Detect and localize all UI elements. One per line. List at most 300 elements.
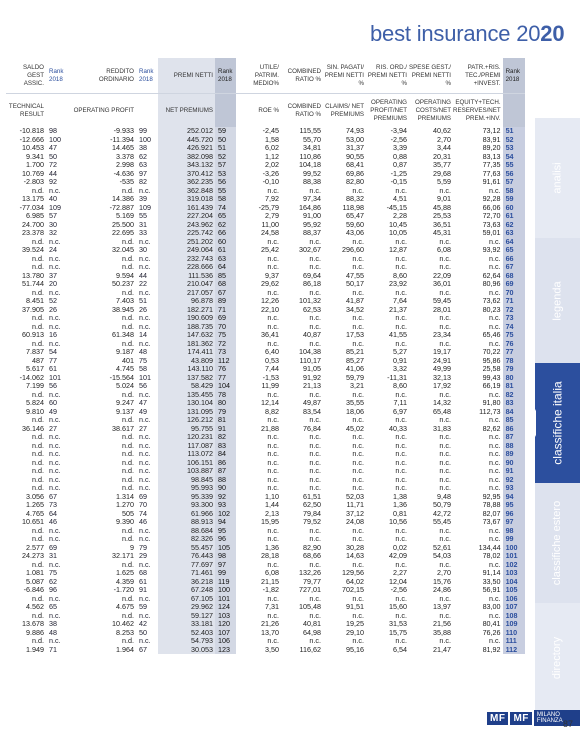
cell-rank-technical: 38 <box>49 620 57 628</box>
cell-combined-ratio: 86,18 <box>303 280 321 288</box>
cell-final-rank: 72 <box>503 306 525 315</box>
cell-operating-profit: 4.745 <box>116 365 134 373</box>
cell-roe: n.c. <box>267 526 279 535</box>
cell-equity-reserves-ratio: 33,50 <box>482 577 501 586</box>
cell-operating-costs-ratio: n.c. <box>439 416 451 424</box>
cell-final-rank: 82 <box>503 391 525 400</box>
cell-rank-operating: n.c. <box>139 450 151 458</box>
cell-rank-operating: 91 <box>139 586 147 594</box>
cell-claims-ratio: n.c. <box>352 594 364 603</box>
cell-final-rank: 81 <box>503 382 525 391</box>
header-row-top <box>6 58 525 94</box>
cell-equity-reserves-ratio: 72,70 <box>482 212 501 220</box>
cell-operating-profit: 1.270 <box>116 501 134 509</box>
cell-equity-reserves-ratio: n.c. <box>488 637 501 645</box>
cell-rank-premiums: 104 <box>215 382 236 391</box>
cell-net-premiums: 103.887 <box>158 467 215 476</box>
cell-net-premiums: 54.793 <box>158 637 215 646</box>
table-row <box>6 374 525 383</box>
cell-final-rank: 89 <box>503 450 525 459</box>
cell-operating-profit: 5.169 <box>116 212 134 220</box>
cell-combined-ratio: n.c. <box>309 611 321 620</box>
header-operating-profit: OPERATING PROFIT <box>70 94 136 128</box>
cell-equity-reserves-ratio: n.c. <box>488 450 501 458</box>
cell-operating-profit: 3.378 <box>116 152 134 161</box>
cell-rank-technical: 48 <box>49 628 57 637</box>
cell-roe: n.c. <box>267 467 279 475</box>
cell-final-rank: 111 <box>503 637 525 646</box>
cell-claims-ratio: n.c. <box>352 254 364 263</box>
table-row <box>6 170 525 179</box>
cell-combined-ratio: 55,70 <box>303 135 321 144</box>
cell-rank-technical: n.c. <box>49 526 61 535</box>
cell-roe: n.c. <box>267 416 279 424</box>
cell-combined-ratio: n.c. <box>309 254 321 263</box>
cell-technical-result: 5.087 <box>26 577 44 586</box>
cell-final-rank: 66 <box>503 255 525 264</box>
cell-technical-result: n.d. <box>32 484 44 492</box>
cell-operating-profit: n.d. <box>122 611 134 620</box>
cell-rank-technical: n.c. <box>49 263 61 271</box>
cell-combined-ratio: 76,84 <box>303 424 321 433</box>
table-row <box>6 442 525 451</box>
cell-combined-ratio: 110,17 <box>299 356 321 365</box>
cell-roe: 11,99 <box>261 382 279 390</box>
cell-technical-result: 36.146 <box>22 424 44 433</box>
cell-rank-premiums: 71 <box>215 306 236 315</box>
cell-final-rank: 94 <box>503 493 525 502</box>
cell-technical-result: n.d. <box>32 390 44 399</box>
header-rank-premiums: Rank 2018 <box>215 58 236 94</box>
cell-roe: 9,37 <box>265 271 279 280</box>
cell-claims-ratio: 53,00 <box>346 135 364 144</box>
cell-operating-costs-ratio: 65,48 <box>433 407 451 416</box>
cell-operating-profit: n.d. <box>122 458 134 467</box>
cell-roe: 11,00 <box>261 220 279 229</box>
header-combined-ratio: COMBINED RATIO % <box>287 67 321 83</box>
cell-final-rank: 83 <box>503 399 525 408</box>
cell-operating-profit: n.d. <box>122 288 134 297</box>
cell-rank-premiums: 89 <box>215 297 236 306</box>
cell-rank-premiums: 90 <box>215 484 236 493</box>
cell-rank-technical: 40 <box>49 195 57 203</box>
cell-technical-result: 9.886 <box>26 628 44 637</box>
cell-technical-result: 37.905 <box>22 305 44 314</box>
cell-rank-technical: 27 <box>49 424 57 433</box>
cell-roe: 29,62 <box>261 280 279 288</box>
cell-claims-ratio: 50,17 <box>346 280 364 288</box>
cell-final-rank: 55 <box>503 161 525 170</box>
cell-final-rank: 95 <box>503 501 525 510</box>
cell-rank-premiums: 97 <box>215 561 236 570</box>
tab-classifiche-italia[interactable]: classifiche italia <box>535 363 580 483</box>
cell-operating-profit-ratio: n.c. <box>395 484 407 492</box>
cell-rank-technical: 37 <box>49 271 57 280</box>
cell-rank-technical: 60 <box>49 399 57 407</box>
cell-combined-ratio: 302,67 <box>299 246 321 254</box>
page-title: best insurance 2020 <box>370 21 565 46</box>
cell-net-premiums: 445.720 <box>158 136 215 145</box>
table-row <box>6 136 525 145</box>
cell-claims-ratio: 85,21 <box>346 348 364 356</box>
cell-final-rank: 76 <box>503 340 525 349</box>
cell-rank-premiums: 56 <box>215 178 236 187</box>
cell-operating-profit-ratio: 0,02 <box>393 543 407 552</box>
cell-operating-profit-ratio: n.c. <box>395 535 407 543</box>
cell-rank-premiums: 63 <box>215 255 236 264</box>
cell-rank-operating: 39 <box>139 195 147 203</box>
cell-final-rank: 54 <box>503 153 525 162</box>
cell-roe: n.c. <box>267 560 279 569</box>
cell-net-premiums: 147.632 <box>158 331 215 340</box>
cell-technical-result: n.d. <box>32 594 44 603</box>
table-row <box>6 391 525 400</box>
cell-net-premiums: 251.202 <box>158 238 215 247</box>
cell-net-premiums: 120.231 <box>158 433 215 442</box>
cell-claims-ratio: 30,28 <box>346 543 364 552</box>
cell-claims-ratio: 59,79 <box>346 373 364 382</box>
cell-operating-costs-ratio: 50,79 <box>433 501 451 509</box>
cell-combined-ratio: 132,26 <box>299 569 321 577</box>
table-row <box>6 459 525 468</box>
cell-rank-technical: 77 <box>49 356 57 365</box>
cell-rank-premiums: 74 <box>215 204 236 213</box>
cell-operating-costs-ratio: 35,77 <box>433 161 451 169</box>
cell-rank-premiums: 70 <box>215 323 236 332</box>
cell-rank-premiums: 68 <box>215 280 236 289</box>
cell-equity-reserves-ratio: n.c. <box>488 263 501 271</box>
cell-claims-ratio: 91,51 <box>346 603 364 611</box>
cell-claims-ratio: n.c. <box>352 450 364 458</box>
cell-operating-costs-ratio: n.c. <box>439 560 451 569</box>
cell-technical-result: n.d. <box>32 433 44 441</box>
cell-rank-technical: 46 <box>49 518 57 526</box>
cell-rank-technical: 56 <box>49 382 57 390</box>
cell-roe: 25,42 <box>261 246 279 254</box>
cell-operating-costs-ratio: 15,76 <box>433 577 451 586</box>
cell-operating-profit: n.d. <box>122 416 134 424</box>
cell-claims-ratio: 129,56 <box>342 569 364 577</box>
cell-operating-profit-ratio: 0,91 <box>393 356 407 365</box>
cell-technical-result: 4.765 <box>26 509 44 518</box>
cell-combined-ratio: 21,13 <box>303 382 321 390</box>
tab-classifiche-estero[interactable]: classifiche estero <box>535 483 580 603</box>
cell-claims-ratio: n.c. <box>352 458 364 467</box>
cell-operating-profit: 14.386 <box>112 195 134 203</box>
cell-rank-technical: 57 <box>49 212 57 220</box>
cell-operating-profit-ratio: 10,56 <box>389 518 407 526</box>
cell-final-rank: 62 <box>503 221 525 230</box>
cell-rank-premiums: 99 <box>215 569 236 578</box>
table-row <box>6 246 525 255</box>
cell-rank-operating: 29 <box>139 552 147 560</box>
cell-rank-operating: 27 <box>139 424 147 433</box>
cell-combined-ratio: 79,77 <box>303 577 321 586</box>
cell-technical-result: -77.034 <box>19 203 44 212</box>
cell-rank-premiums: 72 <box>215 340 236 349</box>
cell-rank-operating: n.c. <box>139 467 151 475</box>
cell-operating-costs-ratio: n.c. <box>439 637 451 645</box>
cell-operating-profit: n.d. <box>122 475 134 484</box>
table-row <box>6 637 525 646</box>
cell-equity-reserves-ratio: n.c. <box>488 484 501 492</box>
cell-equity-reserves-ratio: 112,73 <box>479 407 501 416</box>
cell-final-rank: 61 <box>503 212 525 221</box>
cell-claims-ratio: 19,25 <box>346 620 364 628</box>
cell-operating-profit-ratio: n.c. <box>395 611 407 620</box>
cell-final-rank: 112 <box>503 646 525 655</box>
cell-operating-profit: n.d. <box>122 390 134 399</box>
cell-rank-premiums: 51 <box>215 144 236 153</box>
cell-rank-operating: n.c. <box>139 237 151 246</box>
cell-operating-profit-ratio: n.c. <box>395 186 407 195</box>
cell-rank-technical: n.c. <box>49 611 61 620</box>
cell-final-rank: 75 <box>503 331 525 340</box>
cell-net-premiums: 88.913 <box>158 518 215 527</box>
cell-rank-technical: 52 <box>49 297 57 305</box>
cell-operating-profit-ratio: 8,60 <box>393 382 407 390</box>
cell-final-rank: 57 <box>503 178 525 187</box>
cell-technical-result: 6.985 <box>26 212 44 220</box>
table-row <box>6 144 525 153</box>
cell-operating-profit-ratio: n.c. <box>395 390 407 399</box>
cell-claims-ratio: n.c. <box>352 390 364 399</box>
table-row <box>6 544 525 553</box>
cell-operating-profit-ratio: -45,15 <box>386 203 407 212</box>
cell-final-rank: 71 <box>503 297 525 306</box>
header-technical-result: TECHNICAL RESULT <box>6 94 46 128</box>
cell-net-premiums: 135.455 <box>158 391 215 400</box>
cell-combined-ratio: 727,01 <box>299 586 321 594</box>
cell-operating-costs-ratio: 35,88 <box>433 628 451 637</box>
cell-net-premiums: 77.697 <box>158 561 215 570</box>
cell-rank-operating: n.c. <box>139 535 151 543</box>
cell-operating-profit-ratio: 7,11 <box>393 399 407 407</box>
cell-roe: 2,02 <box>265 161 279 169</box>
cell-roe: 15,95 <box>261 518 279 526</box>
ranking-table <box>6 58 525 654</box>
cell-roe: n.c. <box>267 475 279 484</box>
cell-operating-profit-ratio: 42,09 <box>389 552 407 560</box>
cell-combined-ratio: n.c. <box>309 433 321 441</box>
cell-operating-profit: 38.945 <box>112 305 134 314</box>
cell-operating-profit: 1.964 <box>116 645 134 654</box>
cell-operating-profit: -15.564 <box>109 373 134 382</box>
cell-rank-premiums: 86 <box>215 459 236 468</box>
cell-claims-ratio: n.c. <box>352 433 364 441</box>
cell-rank-operating: n.c. <box>139 560 151 569</box>
cell-operating-profit: 9.594 <box>116 271 134 280</box>
cell-technical-result: 10.453 <box>22 144 44 152</box>
cell-final-rank: 88 <box>503 442 525 451</box>
cell-rank-operating: n.c. <box>139 390 151 399</box>
cell-operating-profit: 10.462 <box>112 620 134 628</box>
cell-operating-profit: -4.636 <box>113 169 134 178</box>
header-combined-ratio: COMBINED RATIO % <box>281 94 323 128</box>
cell-combined-ratio: n.c. <box>309 458 321 467</box>
cell-net-premiums: 188.735 <box>158 323 215 332</box>
cell-operating-profit: 4.675 <box>116 603 134 611</box>
cell-rank-premiums: 100 <box>215 586 236 595</box>
cell-equity-reserves-ratio: n.c. <box>488 458 501 467</box>
cell-equity-reserves-ratio: n.c. <box>488 339 501 348</box>
cell-technical-result: 13.678 <box>22 620 44 628</box>
cell-rank-technical: 30 <box>49 220 57 229</box>
tab-legenda[interactable]: legenda <box>535 238 580 363</box>
cell-combined-ratio: n.c. <box>309 484 321 492</box>
cell-equity-reserves-ratio: 76,26 <box>482 628 501 637</box>
header-final-rank <box>503 94 525 128</box>
cell-final-rank: 52 <box>503 136 525 145</box>
cell-rank-premiums: 60 <box>215 238 236 247</box>
cell-net-premiums: 232.743 <box>158 255 215 264</box>
cell-operating-profit-ratio: n.c. <box>395 288 407 297</box>
cell-equity-reserves-ratio: n.c. <box>488 390 501 399</box>
cell-net-premiums: 143.110 <box>158 365 215 374</box>
cell-rank-technical: n.c. <box>49 390 61 399</box>
cell-operating-profit: 61.348 <box>112 331 134 339</box>
cell-rank-operating: n.c. <box>139 186 151 195</box>
cell-operating-profit-ratio: n.c. <box>395 441 407 450</box>
cell-rank-technical: n.c. <box>49 594 61 603</box>
cell-net-premiums: 43.809 <box>158 357 215 366</box>
cell-roe: n.c. <box>267 484 279 492</box>
table-row <box>6 340 525 349</box>
cell-operating-profit-ratio: n.c. <box>395 416 407 424</box>
table-row <box>6 331 525 340</box>
cell-equity-reserves-ratio: 89,20 <box>482 144 501 152</box>
cell-final-rank: 107 <box>503 603 525 612</box>
cell-operating-profit-ratio: 15,75 <box>389 628 407 637</box>
cell-final-rank: 58 <box>503 187 525 196</box>
cell-claims-ratio: 74,93 <box>346 127 364 135</box>
cell-roe: n.c. <box>267 237 279 246</box>
cell-operating-profit-ratio: 12,87 <box>389 246 407 254</box>
cell-rank-technical: 98 <box>49 127 57 135</box>
cell-net-premiums: 98.845 <box>158 476 215 485</box>
tab-analisi[interactable]: analisi <box>535 118 580 238</box>
table-row <box>6 229 525 238</box>
cell-roe: 12,26 <box>261 297 279 305</box>
cell-equity-reserves-ratio: 66,19 <box>482 382 501 390</box>
cell-technical-result: 7.837 <box>26 348 44 356</box>
table-row <box>6 212 525 221</box>
cell-combined-ratio: 97,34 <box>303 195 321 203</box>
cell-combined-ratio: 115,55 <box>299 127 321 135</box>
cell-combined-ratio: n.c. <box>309 475 321 484</box>
cell-operating-profit: -9.933 <box>113 127 134 135</box>
cell-roe: 21,15 <box>261 577 279 586</box>
cell-operating-profit: 1.625 <box>116 569 134 577</box>
cell-rank-premiums: 98 <box>215 552 236 561</box>
cell-rank-operating: 101 <box>139 373 151 382</box>
cell-rank-premiums: 85 <box>215 272 236 281</box>
cell-claims-ratio: 41,06 <box>346 365 364 373</box>
header-claims-ratio: SIN. PAGATI/ PREMI NETTI % <box>324 63 364 87</box>
cell-combined-ratio: n.c. <box>309 339 321 348</box>
cell-claims-ratio: n.c. <box>352 322 364 331</box>
cell-rank-technical: 109 <box>49 203 61 212</box>
cell-rank-technical: 72 <box>49 161 57 169</box>
cell-operating-profit-ratio: 15,60 <box>389 603 407 611</box>
tab-directory[interactable]: directory <box>535 603 580 713</box>
cell-claims-ratio: n.c. <box>352 416 364 424</box>
cell-equity-reserves-ratio: n.c. <box>488 186 501 195</box>
cell-rank-technical: 24 <box>49 246 57 254</box>
cell-operating-profit: 14.465 <box>112 144 134 152</box>
cell-operating-costs-ratio: 24,86 <box>433 586 451 594</box>
cell-operating-profit-ratio: 8,60 <box>393 271 407 280</box>
cell-rank-technical: n.c. <box>49 535 61 543</box>
cell-combined-ratio: 82,90 <box>303 543 321 552</box>
cell-rank-premiums: 123 <box>215 646 236 655</box>
cell-operating-profit-ratio: n.c. <box>395 475 407 484</box>
cell-equity-reserves-ratio: 62,64 <box>482 271 501 280</box>
cell-equity-reserves-ratio: n.c. <box>488 475 501 484</box>
cell-technical-result: 51.744 <box>22 280 44 288</box>
cell-operating-profit-ratio: 0,88 <box>393 152 407 161</box>
cell-rank-operating: 70 <box>139 501 147 509</box>
cell-roe: n.c. <box>267 433 279 441</box>
cell-final-rank: 109 <box>503 620 525 629</box>
cell-operating-profit: 9.137 <box>116 407 134 416</box>
cell-roe: n.c. <box>267 458 279 467</box>
cell-technical-result: n.d. <box>32 416 44 424</box>
table-row <box>6 263 525 272</box>
cell-roe: 2,79 <box>265 212 279 220</box>
cell-operating-profit: n.d. <box>122 433 134 441</box>
cell-roe: 8,82 <box>265 407 279 416</box>
cell-operating-profit-ratio: n.c. <box>395 450 407 458</box>
cell-equity-reserves-ratio: n.c. <box>488 237 501 246</box>
cell-operating-costs-ratio: 36,01 <box>433 280 451 288</box>
cell-operating-profit: 1.314 <box>116 492 134 501</box>
cell-combined-ratio: n.c. <box>309 186 321 195</box>
cell-final-rank: 64 <box>503 238 525 247</box>
cell-rank-operating: 99 <box>139 127 147 135</box>
table-row <box>6 501 525 510</box>
header-technical-result: SALDO GEST ASSIC. <box>23 63 44 87</box>
header-roe: ROE % <box>236 94 281 128</box>
cell-operating-costs-ratio: 36,51 <box>433 220 451 229</box>
cell-combined-ratio: 83,54 <box>303 407 321 416</box>
cell-equity-reserves-ratio: n.c. <box>488 322 501 331</box>
cell-rank-technical: 65 <box>49 603 57 611</box>
cell-final-rank: 56 <box>503 170 525 179</box>
cell-operating-profit: 9.247 <box>116 399 134 407</box>
cell-roe: -1,53 <box>262 373 279 382</box>
cell-net-premiums: 362.235 <box>158 178 215 187</box>
cell-final-rank: 110 <box>503 629 525 638</box>
cell-net-premiums: 76.443 <box>158 552 215 561</box>
cell-operating-profit-ratio: 3,32 <box>393 365 407 373</box>
cell-technical-result: n.d. <box>32 637 44 645</box>
table-row <box>6 127 525 136</box>
cell-operating-profit-ratio: 1,36 <box>393 501 407 509</box>
cell-rank-premiums: 95 <box>215 527 236 536</box>
cell-rank-operating: 48 <box>139 348 147 356</box>
cell-equity-reserves-ratio: 78,02 <box>482 552 501 560</box>
cell-equity-reserves-ratio: 82,07 <box>482 509 501 518</box>
cell-technical-result: 9.810 <box>26 407 44 416</box>
cell-claims-ratio: n.c. <box>352 484 364 492</box>
header-equity-reserves-ratio: EQUITY+TECH. RESERVES/NET PREM.+INV. <box>453 94 503 128</box>
cell-operating-profit-ratio: 4,51 <box>393 195 407 203</box>
cell-combined-ratio: 62,53 <box>303 305 321 314</box>
cell-technical-result: 7.199 <box>26 382 44 390</box>
header-rank-technical: Rank 2018 <box>49 67 64 83</box>
cell-combined-ratio: n.c. <box>309 535 321 543</box>
